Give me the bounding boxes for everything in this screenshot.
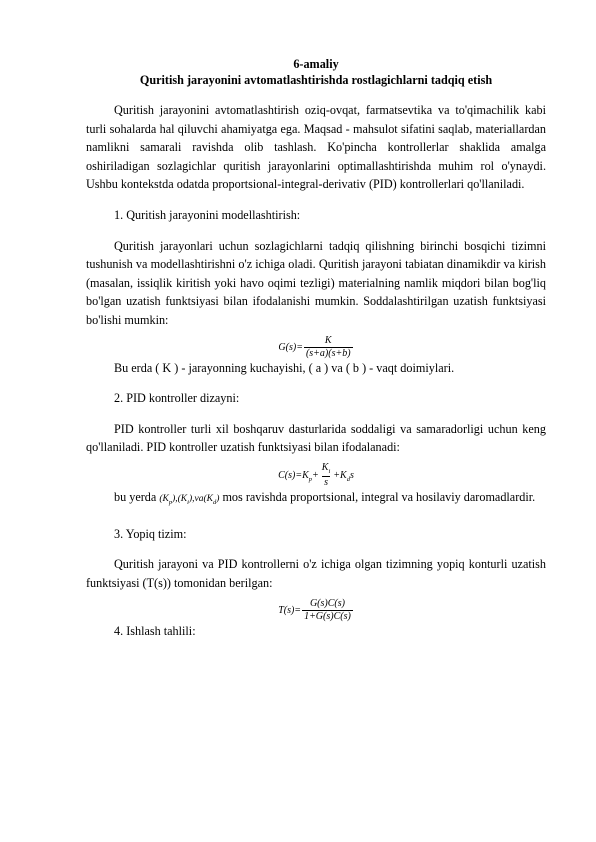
formula-g-lhs: G(s)= [278,341,303,353]
formula-t-lhs: T(s)= [278,604,302,616]
section1-after: Bu erda ( K ) - jarayonning kuchayishi, ( a ) va ( b ) - vaqt doimiylari. [114,360,455,375]
formula-t-fraction [302,599,353,622]
section1-paragraph: Quritish jarayonlari uchun sozlagichlarni tadqiq qilishning birinchi bosqichi tizimni tushunish va modellashtirishni o'z ichiga oladi. Quritish jarayoni tabiatan dinamikdir va kirish (masalan, issiqlik kiritish yoki havo oqimi tezligi) materialning namlik miqdori bilan bog'liq bo'lgan uzatish funktsiyasi bilan ifodalanishi mumkin. Soddalashtirilgan uzatish funktsiyasi bo'lishi mumkin: [86,238,546,327]
formula-t-numerator: G(s)C(s) [309,597,345,609]
formula-t-denominator: 1+G(s)C(s) [304,610,351,622]
formula-c-fraction [320,463,332,489]
formula-g [86,336,546,359]
section2-after [86,488,546,512]
formula-c-plus1: + [312,469,319,481]
formula-c-numerator [320,463,332,477]
section3-heading: 3. Yopiq tizim: [114,526,187,541]
gains-math-p: p [168,499,173,507]
section2-paragraph: PID kontroller turli xil boshqaruv dasturlarida soddaligi va samaradorligi uchun keng qo'llaniladi. PID kontroller uzatish funktsiyasi bilan ifodalanadi: [86,421,546,455]
gains-math-c: ),va(K [188,494,213,505]
formula-c-lhs: C(s)=K [278,469,309,481]
formula-g-fraction [304,336,353,359]
formula-c-num-sub: i [328,467,331,475]
section2-after-lead: bu yerda [114,490,157,505]
gains-math-d: d [212,499,217,507]
gains-math-e: ) [216,494,220,505]
spacer [86,377,546,389]
gains-math-a: (K [159,494,169,505]
spacer [86,89,546,101]
formula-c-kd-sub: d [346,475,350,483]
section4-heading: 4. Ishlash tahlili: [114,623,196,638]
formula-c-plus2: +K [333,469,347,481]
section2-gains-math [159,494,220,507]
section2-heading: 2. PID kontroller dizayni: [114,391,240,406]
spacer [86,513,546,525]
gains-math-b: ),(K [172,494,188,505]
spacer [86,194,546,206]
formula-c-tail: s [349,469,354,481]
intro-paragraph: Quritish jarayonini avtomatlashtirish oziq-ovqat, farmatsevtika va to'qimachilik kabi turli sohalarda hal qiluvchi ahamiyatga ega. Maqsad - mahsulot sifatini saqlab, materiallardan namlikni samarali ravishda olib tashlash. Ko'pincha kontrollerlar shaklida amalga oshiriladigan sozlagichlar quritish jarayonlarini optimallashtirishda muhim rol o'ynaydi. Ushbu kontekstda odatda proportsional-integral-derivativ (PID) kontrollerlari qo'llaniladi. [86,103,546,192]
formula-c-kp-sub: p [308,475,313,483]
spacer [86,543,546,555]
section1-heading: 1. Quritish jarayonini modellashtirish: [114,207,301,222]
gains-math-i: i [187,499,189,507]
spacer [86,408,546,420]
section2-after-rest: mos ravishda proportsional, integral va hosilaviy daromadlardir. [222,490,536,505]
formula-c-num-k: K [321,461,329,473]
formula-c-denominator: s [324,477,328,489]
formula-g-numerator: K [324,334,332,346]
document-subtitle: Quritish jarayonini avtomatlashtirishda rostlagichlarni tadqiq etish [139,73,493,87]
formula-t [86,599,546,622]
section3-paragraph: Quritish jarayoni va PID kontrollerni o'z ichiga olgan tizimning yopiq konturli uzatish funktsiyasi (T(s)) tomonidan berilgan: [86,557,546,591]
document-page [86,56,546,640]
spacer [86,225,546,237]
document-title: 6-amaliy [293,57,339,71]
formula-g-denominator: (s+a)(s+b) [305,347,351,359]
formula-c [86,463,546,489]
